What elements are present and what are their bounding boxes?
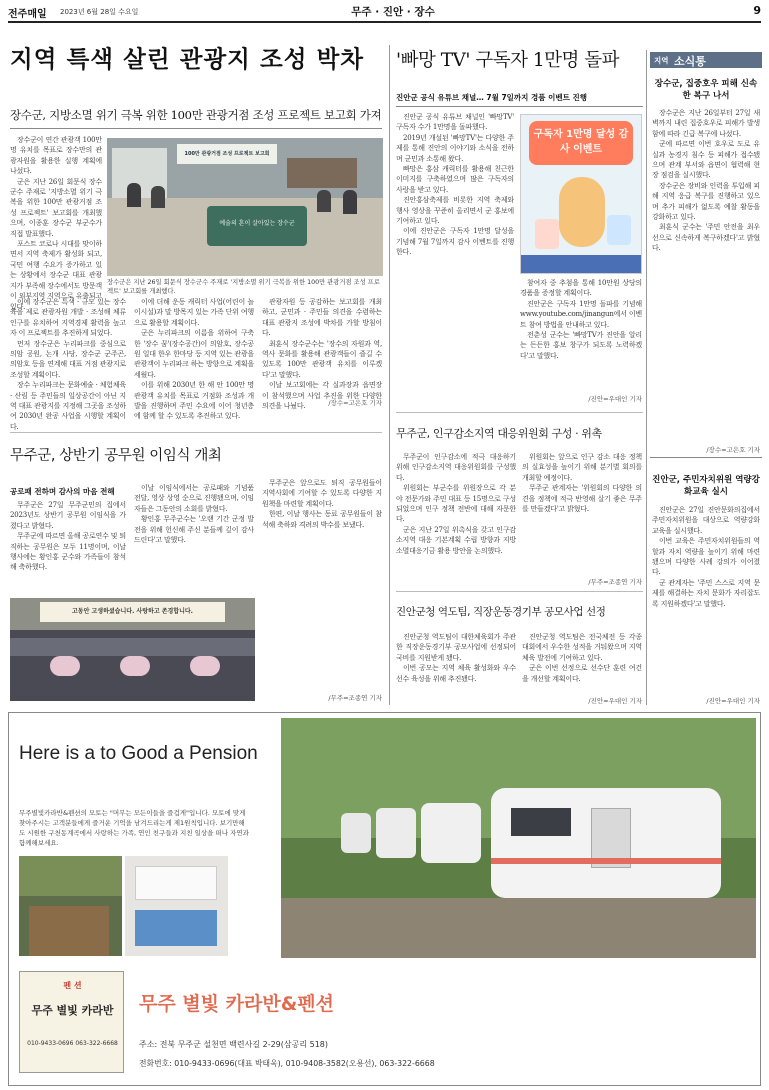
youtube-subhead: 진안군 공식 유튜브 채널… 7월 7일까지 경품 이벤트 진행 [396, 93, 587, 102]
lead-column-2: 이에 더해 운동 캐릭터 사업(어린이 놀이시설)과 말 방목지 있는 가족 단위 여행으로 활용할 계획이다. 군은 누리파크의 이름을 위하여 구축한 '장수 꿈'(장수공간)이 의암호, 장수공원 일대 한우 한마당 등 지역 있는 관광을 관광객이 누리파크 하는 방향으로 계획을 세웠다. 이를 위해 2030년 한 해 안 100만 명 관광객 유치를 목표로 거점화 조성과 개발을 진행하며 주민 수요에 이어 청년층에 함께 할 수 있도록 추진하고 있다. [134, 298, 254, 421]
youtube-poster-footer [521, 255, 641, 273]
lead-photo [107, 138, 383, 276]
lead-photo-logo: 예술의 혼이 살아있는 장수군 [207, 206, 307, 246]
lead-column-1: 장수군이 연간 관광객 100만 명 유치를 목표로 장수만의 관광자원을 활용한 실행 계획에 나섰다. 군은 지난 26일 회문식 장수군수 주재로 '지방소멸 위기 극복을 위한 100만 관광거점 조성 프로젝트' 보고회를 개최했으며, 이종훈 장수군 부군수가 직접 발표했다. 포스트 코로나 시대를 맞이하면서 지역 축제가 활성화 되고, 국민 여행 수요가 증가하고 있는 상황에서 장수군 대표 관광지가 부족해 장수에서도 방문객이 외부지역 지역으로 유출되고 있다. [10, 136, 102, 311]
sidebar-item1-byline: /장수=고은호 기자 [706, 446, 760, 454]
column-divider [389, 45, 390, 705]
sidebar-title: 소식통 [674, 55, 706, 68]
gonggae-subhead: 공로패 전하며 감사의 마음 전해 [10, 487, 115, 496]
group-photo [10, 598, 255, 701]
caravan [421, 803, 481, 863]
gift-icon [535, 219, 559, 249]
lead-subhead: 장수군, 지방소멸 위기 극복 위한 100만 관광거점 조성 프로젝트 보고회 가져 [10, 108, 382, 122]
ad-photo-interior [125, 856, 228, 956]
wicheok-column-2: 위원회는 앞으로 인구 감소 대응 정책의 실효성을 높이기 위해 분기별 회의를 개최할 예정이다. 무주군 관계자는 '위원회의 다양한 의견을 정책에 적극 반영해 살기 좋은 무주를 만들겠다'고 밝혔다. [522, 453, 642, 514]
gonggae-column-1: 무주군은 27일 무주군민의 집에서 2023년도 상반기 공무원 이임식을 가졌다고 밝혔다. 무주군에 따르면 올해 공로연수 및 퇴직하는 공무원은 모두 11명이며, 이날 행사에는 황인홍 군수와 가족들이 참석해 축하했다. [10, 501, 126, 572]
lead-column-3: 관광자원 등 공감하는 보고회를 개최하고, 군민과 · 주민들 의견을 수렴하는 대표 관광지 조성에 박차를 가할 방침이다. 최훈식 장수군수는 '장수의 자원과 역, 역사 문화를 활용해 관광객들이 즐길 수 있도록 100만 관광객 유치를 이루겠다'고 말했다. 이날 보고회에는 각 실과장과 읍면장이 참석했으며 사업 추진을 위한 다양한 의견을 나눴다. [262, 298, 382, 411]
lead-headline: 지역 특색 살린 관광지 조성 박차 [10, 45, 365, 73]
gonggae-byline: /무주=조종연 기자 [328, 694, 382, 702]
ad-sign-main: 무주 별빛 카라반 [31, 1004, 114, 1017]
sidebar-item1-title: 장수군, 집중호우 피해 신속한 복구 나서 [654, 79, 758, 101]
paper-name: 전주매일 [8, 9, 47, 20]
youtube-column-1: 진안군 공식 유튜브 채널인 '빠망TV' 구독자 수가 1만명을 돌파했다. 2019년 개설된 '빠망TV'는 다양한 주제를 통해 진안의 이야기와 소식을 전하며 군민과 소통해 왔다. 빠망은 홍삼 캐릭터를 활용해 친근한 이미지를 구축하였으며 많은 구독자의 사랑을 받고 있다. 진안홍삼축제를 비롯한 지역 축제와 행사 영상을 꾸준히 올리면서 군 홍보에 기여하고 있다. 이에 진안군은 구독자 1만명 달성을 기념해 7월 7일까지 감사 이벤트를 진행한다. [396, 113, 514, 257]
issue-date: 2023년 6월 28일 수요일 [60, 8, 139, 16]
caravan [491, 788, 721, 898]
youtube-headline: '빠망 TV' 구독자 1만명 돌파 [396, 50, 620, 71]
sidebar-item2-title: 진안군, 주민자치위원 역량강화교육 실시 [652, 475, 760, 497]
page-number: 9 [753, 4, 761, 17]
wicheok-column-1: 무주군이 인구감소에 적극 대응하기 위해 인구감소지역 대응위원회를 구성했다. 위원회는 부군수를 위원장으로 각 분야 전문가와 주민 대표 등 15명으로 구성되었으며 인구 정책 전반에 대해 자문한다. 군은 지난 27일 위촉식을 갖고 인구감소지역 대응 기본계획 수립 방향과 지방소멸대응기금 활용 방안을 논의했다. [396, 453, 516, 555]
gonggae-column-2: 이날 이임식에서는 공로패와 기념품 전달, 영상 상영 순으로 진행됐으며, 이임자들은 그동안의 소회를 밝혔다. 황인홍 무주군수는 '오랜 기간 군정 발전을 위해 헌신해 주신 분들께 깊이 감사드린다'고 말했다. [134, 484, 254, 545]
ad-tagline: Here is a to Good a Pension [19, 743, 258, 764]
flower-bouquet-icon [50, 656, 80, 676]
jikjang-column-1: 진안군청 역도팀이 대한체육회가 주관한 직장운동경기부 공모사업에 선정되어 국비를 지원받게 됐다. 이번 공모는 지역 체육 활성화와 우수 선수 육성을 위해 추진됐다. [396, 633, 516, 683]
sidebar-header [650, 52, 762, 68]
ad-body: 무주별빛카라반&펜션의 모토는 "머무는 모든이들을 즐겁게"입니다. 모토에 맞게 찾아주시는 고객분들에게 즐거운 기억을 남겨드리는게 제1원칙입니다. 보기만해도 시원한 구천동계곡에서 사랑하는 가족, 연인 친구들과 지친 일상을 떠나 자연과함께해보세요. [19, 809, 249, 847]
flower-bouquet-icon [190, 656, 220, 676]
wicheok-headline: 무주군, 인구감소지역 대응위원회 구성 · 위촉 [396, 427, 602, 440]
ad-address: 주소: 전북 무주군 설천면 백련사길 2-29(삼공리 518) [139, 1040, 328, 1049]
mascot-icon [559, 177, 605, 247]
lead-caption: 장수군은 지난 26일 회문식 장수군수 주재로 '지방소멸 위기 극복을 위한 100만 관광거점 조성 프로젝트' 보고회를 개최했다. [107, 279, 380, 295]
sidebar-item2-byline: /진안=우대인 기자 [706, 697, 760, 705]
gonggae-column-3: 무주군은 앞으로도 퇴직 공무원들이 지역사회에 기여할 수 있도록 다양한 지원책을 마련할 계획이다. 한편, 이날 행사는 동료 공무원들이 참석해 축하와 격려의 박수를 보냈다. [262, 479, 382, 529]
lead-byline: /장수=고은호 기자 [328, 399, 382, 407]
ad-sign-phone: 010-9433-0696 063-322-6668 [27, 1040, 118, 1047]
ad-phone: 전화번호: 010-9433-0696(대표 박태욱), 010-9408-3582(오용선), 063-322-6668 [139, 1059, 435, 1068]
lead-photo-wall [287, 158, 357, 188]
ad-photo-deck [19, 856, 122, 956]
masthead-rule [8, 21, 761, 23]
gonggae-top-rule [10, 432, 382, 433]
lead-sub-rule [10, 128, 382, 129]
wicheok-top-rule [396, 412, 643, 413]
ad-name: 무주 별빛 카라반&펜션 [139, 993, 334, 1015]
caravan [341, 813, 371, 853]
youtube-sub-rule [396, 106, 643, 107]
ad-sign [19, 971, 124, 1073]
youtube-column-2: 참여자 중 추첨을 통해 10만원 상당의 경품을 증정할 계획이다. 진안군은 구독자 1만명 돌파를 기념해 www.youtube.com/jinangun에서 이벤트 참여 방법을 안내하고 있다. 전춘성 군수는 '빠망TV가 진안을 알리는 든든한 홍보 창구가 되도록 노력하겠다'고 말했다. [520, 279, 642, 360]
youtube-poster-title: 구독자 1만명 달성 감사 이벤트 [529, 121, 633, 165]
youtube-byline: /진안=우대인 기자 [588, 395, 642, 403]
caravan [376, 808, 416, 858]
lead-photo-banner: 100만 관광거점 조성 프로젝트 보고회 [177, 144, 277, 164]
jikjang-top-rule [396, 591, 643, 592]
jikjang-column-2: 진안군청 역도팀은 전국체전 등 각종 대회에서 우수한 성적을 거둬왔으며 지역 체육 발전에 기여하고 있다. 군은 이번 선정으로 선수단 훈련 여건을 개선할 계획이다. [522, 633, 642, 683]
gonggae-headline: 무주군, 상반기 공무원 이임식 개최 [10, 448, 222, 464]
sidebar-label: 지역 [654, 56, 669, 65]
youtube-poster [520, 114, 642, 274]
section-name: 무주 · 진안 · 장수 [351, 6, 435, 18]
ad-photo-caravans [281, 718, 756, 958]
flower-bouquet-icon [120, 656, 150, 676]
sidebar-divider [650, 457, 762, 458]
gift-icon [607, 215, 631, 245]
advertisement [8, 712, 761, 1086]
group-photo-banner: 고동안 고생하셨습니다. 사랑하고 존경합니다. [40, 602, 225, 622]
sidebar-divider-line [646, 50, 647, 705]
sidebar-item2-body: 진안군은 27일 진안문화의집에서 주민자치위원을 대상으로 역량강화교육을 실시했다. 이번 교육은 주민자치위원들의 역할과 자치 역량을 높이기 위해 마련됐으며 다양한 사례 강의가 이어졌다. 군 관계자는 '주민 스스로 지역 문제를 해결하는 자치 문화가 자리잡도록 지원하겠다'고 말했다. [652, 506, 760, 608]
ad-sign-top: 펜 션 [63, 981, 82, 990]
jikjang-byline: /진안=우대인 기자 [588, 697, 642, 705]
jikjang-headline: 진안군청 역도팀, 직장운동경기부 공모사업 선정 [396, 606, 606, 618]
lead-column-1b: 이에 장수군은 특색 · 규모 있는 장수육을 제로 관광자원 개발 · 조성해 체류인구를 유치하여 지역경제 활력을 높고자 이 프로젝트를 추진하게 되었다. 먼저 장수군은 누리파크를 중심으로 의암 공원, 논개 사당, 장수군 군주곤, 의암호 등을 연계해 대표 거점 관광지로 조성할 계획이다. 장수 누리파크는 문화예술 · 체험체육 · 산림 등 주민들의 일상공간이 아닌 지역 대표 관광지를 지정해 그곳을 조성하여 2030년 완공 사업을 시행할 계획이다. [10, 298, 126, 431]
wicheok-byline: /무주=조종연 기자 [588, 578, 642, 586]
sidebar-item1-body: 장수군은 지난 26일부터 27일 새벽까지 내린 집중호우로 피해가 발생함에 따라 긴급 복구에 나섰다. 군에 따르면 이번 호우로 도로 유실과 농경지 침수 등 피해가 접수됐으며 관계 부서와 읍면이 협력해 현장 점검을 실시했다. 장수군은 장비와 인력을 투입해 피해 지역 응급 복구를 진행하고 있으며 추가 피해가 없도록 예찰 활동을 강화하고 있다. 최훈식 군수는 '주민 안전을 최우선으로 신속하게 복구하겠다'고 밝혔다. [652, 109, 760, 253]
masthead [8, 4, 761, 20]
